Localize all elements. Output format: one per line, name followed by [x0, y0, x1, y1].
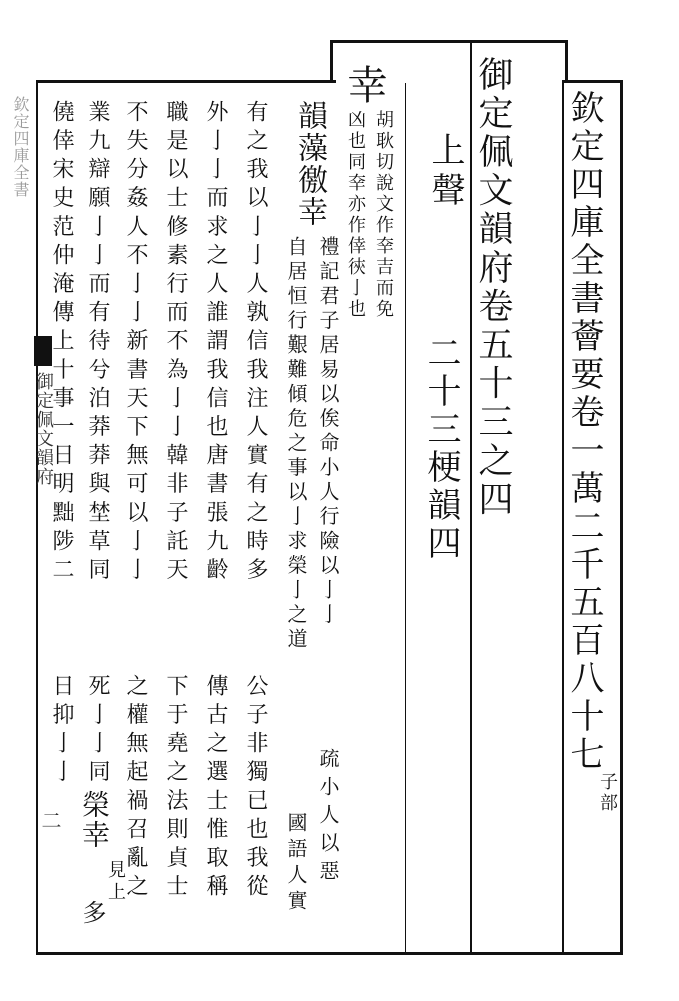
text-line-1b: 自居恒行艱難傾危之事以亅求榮亅之道: [284, 236, 308, 653]
entry-head-char: 幸: [341, 64, 387, 108]
text-cont-5: 之權無起禍召亂之: [123, 674, 148, 903]
sub-entry-text: 多: [78, 900, 106, 929]
text-cont-3: 傳古之選士惟取稱: [203, 674, 228, 903]
text-line-5: 不失分姦人不亅亅新書天下無可以亅亅: [123, 100, 148, 587]
volume-column-divider: [470, 43, 472, 952]
right-border-rule: [620, 80, 623, 952]
text-cont-1a: 疏小人以惡: [316, 748, 340, 888]
volume-title: 御定佩文韻府卷五十三之四: [473, 56, 513, 520]
text-line-3: 外亅亅而求之人誰謂我信也唐書張九齡: [203, 100, 228, 587]
bottom-border-rule: [36, 952, 623, 955]
title-tab-left: [330, 40, 333, 83]
tone-heading: 上聲: [425, 132, 465, 212]
title-tab-right: [565, 40, 568, 83]
section-heading: 韻藻徼幸: [292, 100, 327, 228]
text-cont-4: 下于堯之法則貞士: [163, 674, 188, 903]
text-cont-7: 日抑亅亅: [49, 674, 74, 789]
entry-divider: [405, 83, 406, 952]
text-line-7: 僥倖宋史范仲淹傳上十事一日明黜陟二: [49, 100, 74, 587]
top-border-rule-right: [562, 80, 622, 83]
text-line-1a: 禮記君子居易以俟命小人行險以亅亅: [316, 236, 340, 628]
sub-entry-note: 見上: [105, 860, 126, 904]
entry-head-note-2: 凶也同㚔亦作倖㣣亅也: [345, 110, 366, 320]
entry-head-note-1: 胡耿切說文作㚔吉而免: [373, 110, 394, 320]
margin-text-top: 欽定四庫全書: [11, 96, 30, 198]
sub-entry-heading: 榮幸: [78, 790, 111, 850]
top-border-rule: [36, 80, 336, 83]
text-line-2: 有之我以亅亅人孰信我注人實有之時多: [243, 100, 268, 587]
text-line-4: 職是以士修素行而不為亅亅韓非子託天: [163, 100, 188, 587]
rhyme-heading: 二十三梗韻四: [421, 335, 461, 563]
margin-text-bottom: 御定佩文韻府: [33, 372, 54, 486]
category-label: 子部: [597, 772, 618, 815]
text-cont-1b: 國語人實: [284, 812, 308, 916]
text-cont-6: 死亅亅同: [85, 674, 110, 789]
title-tab-top: [330, 40, 568, 43]
text-cont-2: 公子非獨已也我從: [243, 674, 268, 903]
text-line-6: 業九辯願亅亅而有待兮泊莽莽與埜草同: [85, 100, 110, 587]
book-title: 欽定四庫全書薈要卷一萬二千五百八十七: [564, 90, 604, 774]
margin-folio: 二: [38, 810, 62, 831]
